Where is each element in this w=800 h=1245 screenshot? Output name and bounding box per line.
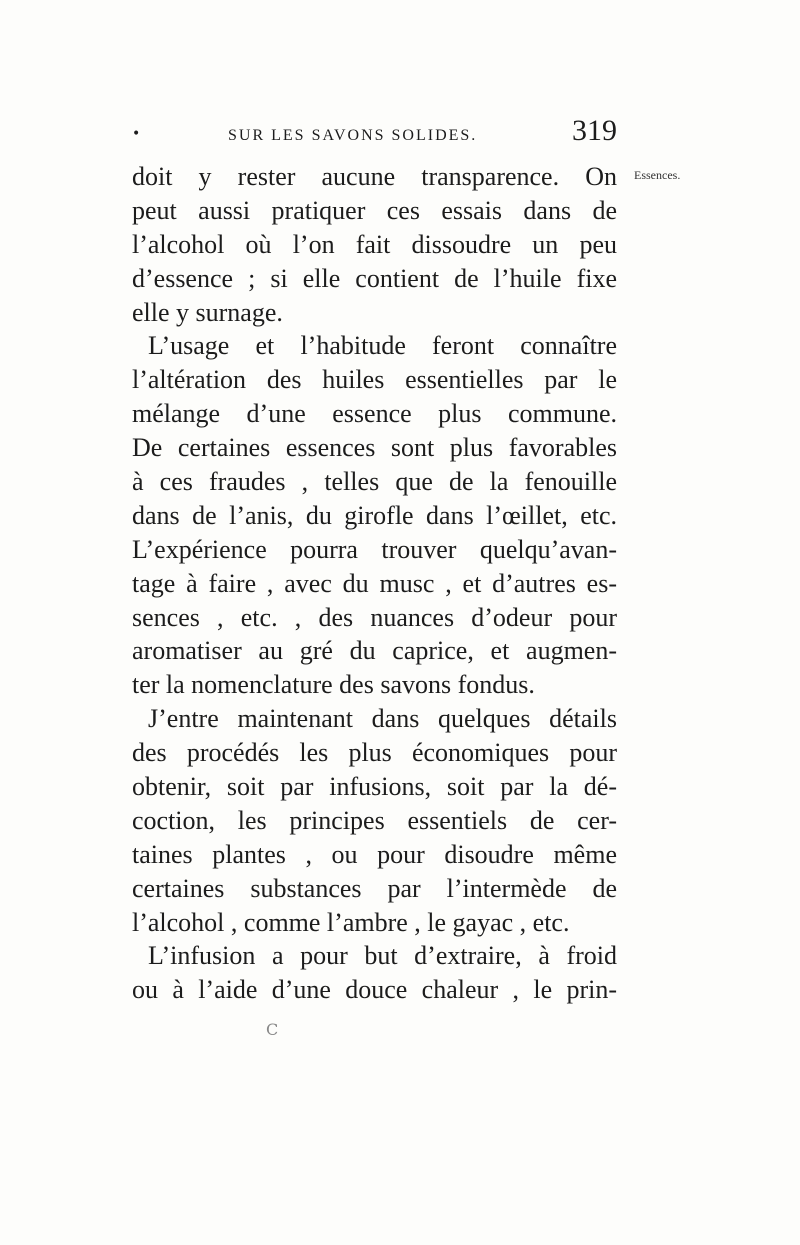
text-line: mélange d’une essence plus commune.	[132, 399, 617, 429]
text-line: ou à l’aide d’une douce chaleur , le prin-	[132, 975, 617, 1005]
text-line: peut aussi pratiquer ces essais dans de	[132, 195, 617, 225]
text-line: aromatiser au gré du caprice, et augmen-	[132, 636, 617, 666]
text-line: sences , etc. , des nuances d’odeur pour	[132, 602, 617, 632]
page-number: 319	[572, 114, 617, 147]
text-line: l’alcohol où l’on fait dissoudre un peu	[132, 229, 617, 259]
signature-mark: C	[266, 1020, 279, 1039]
running-title: SUR LES SAVONS SOLIDES.	[228, 127, 478, 144]
text-line: à ces fraudes , telles que de la fenouille	[132, 467, 617, 497]
text-line: elle y surnage.	[132, 297, 283, 327]
text-line: L’infusion a pour but d’extraire, à froid	[148, 941, 617, 971]
text-line: d’essence ; si elle contient de l’huile fixe	[132, 263, 617, 293]
text-line: L’usage et l’habitude feront connaître	[148, 331, 617, 361]
text-line: l’alcohol , comme l’ambre , le gayac , etc.	[132, 907, 570, 937]
text-line: L’expérience pourra trouver quelqu’avan-	[132, 534, 617, 564]
text-line: doit y rester aucune transparence. On	[132, 162, 617, 191]
text-line: ter la nomenclature des savons fondus.	[132, 670, 535, 700]
text-line: J’entre maintenant dans quelques détails	[148, 704, 617, 734]
text-line: certaines substances par l’intermède de	[132, 873, 617, 903]
page-header	[132, 114, 617, 154]
text-line: dans de l’anis, du girofle dans l’œillet, etc.	[132, 500, 617, 530]
text-line: De certaines essences sont plus favorables	[132, 433, 617, 463]
body-text	[132, 160, 617, 1007]
text-line: des procédés les plus économiques pour	[132, 738, 617, 768]
text-line: taines plantes , ou pour disoudre même	[132, 839, 617, 869]
header-dot: •	[132, 126, 141, 142]
text-line: coction, les principes essentiels de cer-	[132, 805, 617, 835]
text-line: tage à faire , avec du musc , et d’autres es-	[132, 568, 617, 598]
text-line: obtenir, soit par infusions, soit par la dé-	[132, 772, 617, 802]
text-line: l’altération des huiles essentielles par le	[132, 365, 617, 395]
margin-note: Essences.	[634, 168, 681, 182]
